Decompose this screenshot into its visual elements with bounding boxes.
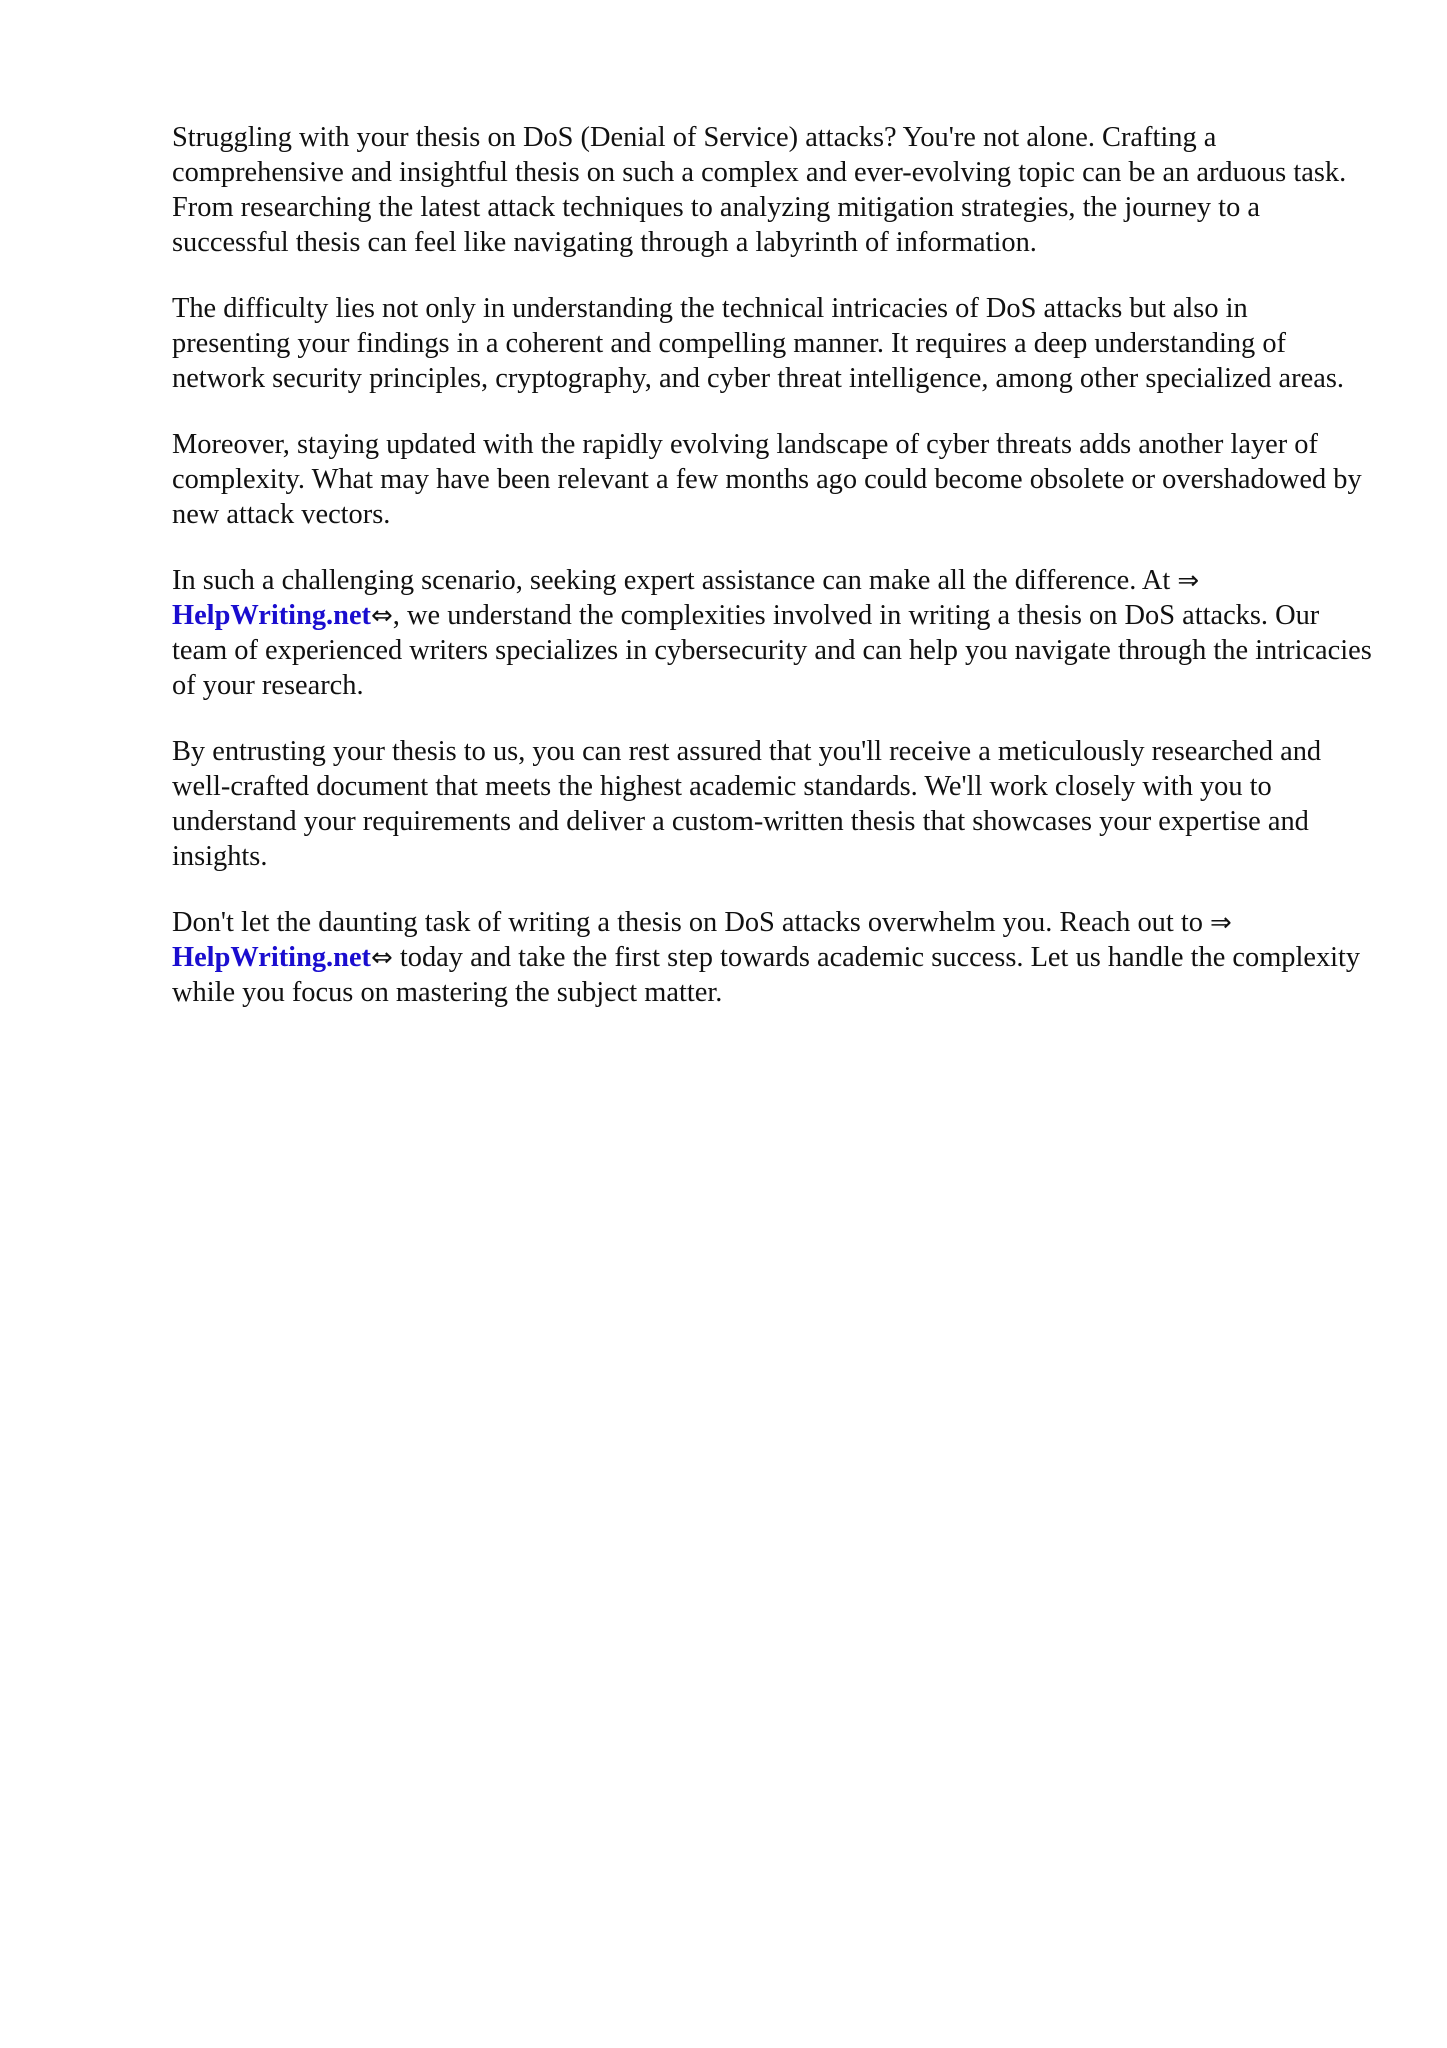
double-arrow-icon: ⇔ bbox=[371, 943, 393, 973]
paragraph-difficulty: The difficulty lies not only in understanding the technical intricacies of DoS attacks but also in presenting your findings in a coherent and compelling manner. It requires a deep understanding of network security principles, cryptography, and cyber threat intelligence, among other specialized areas. bbox=[172, 293, 1344, 394]
document-page bbox=[172, 120, 1372, 1041]
paragraph-landscape: Moreover, staying updated with the rapidly evolving landscape of cyber threats adds another layer of complexity. What may have been relevant a few months ago could become obsolete or overshadowed by new attack vectors. bbox=[172, 429, 1362, 530]
paragraph-cta-text-before: Don't let the daunting task of writing a thesis on DoS attacks overwhelm you. Reach out to bbox=[172, 907, 1211, 938]
paragraph-call-to-action bbox=[172, 905, 1372, 1010]
helpwriting-link[interactable]: HelpWriting.net bbox=[172, 942, 371, 973]
helpwriting-link[interactable]: HelpWriting.net bbox=[172, 600, 371, 631]
paragraph-assistance bbox=[172, 563, 1372, 703]
double-arrow-icon: ⇔ bbox=[371, 601, 393, 631]
paragraph-entrusting: By entrusting your thesis to us, you can rest assured that you'll receive a meticulously researched and well-crafted document that meets the highest academic standards. We'll work closely with you to understand your requirements and deliver a custom-written thesis that showcases your expertise and insights. bbox=[172, 736, 1322, 872]
right-arrow-icon: ⇒ bbox=[1210, 908, 1232, 938]
paragraph-cta-text-after: today and take the first step towards academic success. Let us handle the complexity while you focus on mastering the subject matter. bbox=[172, 942, 1361, 1008]
paragraph-intro: Struggling with your thesis on DoS (Denial of Service) attacks? You're not alone. Crafting a comprehensive and insightful thesis on such a complex and ever-evolving topic can be an arduous task. From researching the latest attack techniques to analyzing mitigation strategies, the journey to a successful thesis can feel like navigating through a labyrinth of information. bbox=[172, 122, 1347, 258]
paragraph-assistance-text-before: In such a challenging scenario, seeking expert assistance can make all the difference. At bbox=[172, 565, 1178, 596]
paragraph-assistance-text-after: , we understand the complexities involved in writing a thesis on DoS attacks. Our team of experienced writers specializes in cybersecurity and can help you navigate through the intricacies of your research. bbox=[172, 600, 1372, 701]
right-arrow-icon: ⇒ bbox=[1177, 566, 1200, 596]
